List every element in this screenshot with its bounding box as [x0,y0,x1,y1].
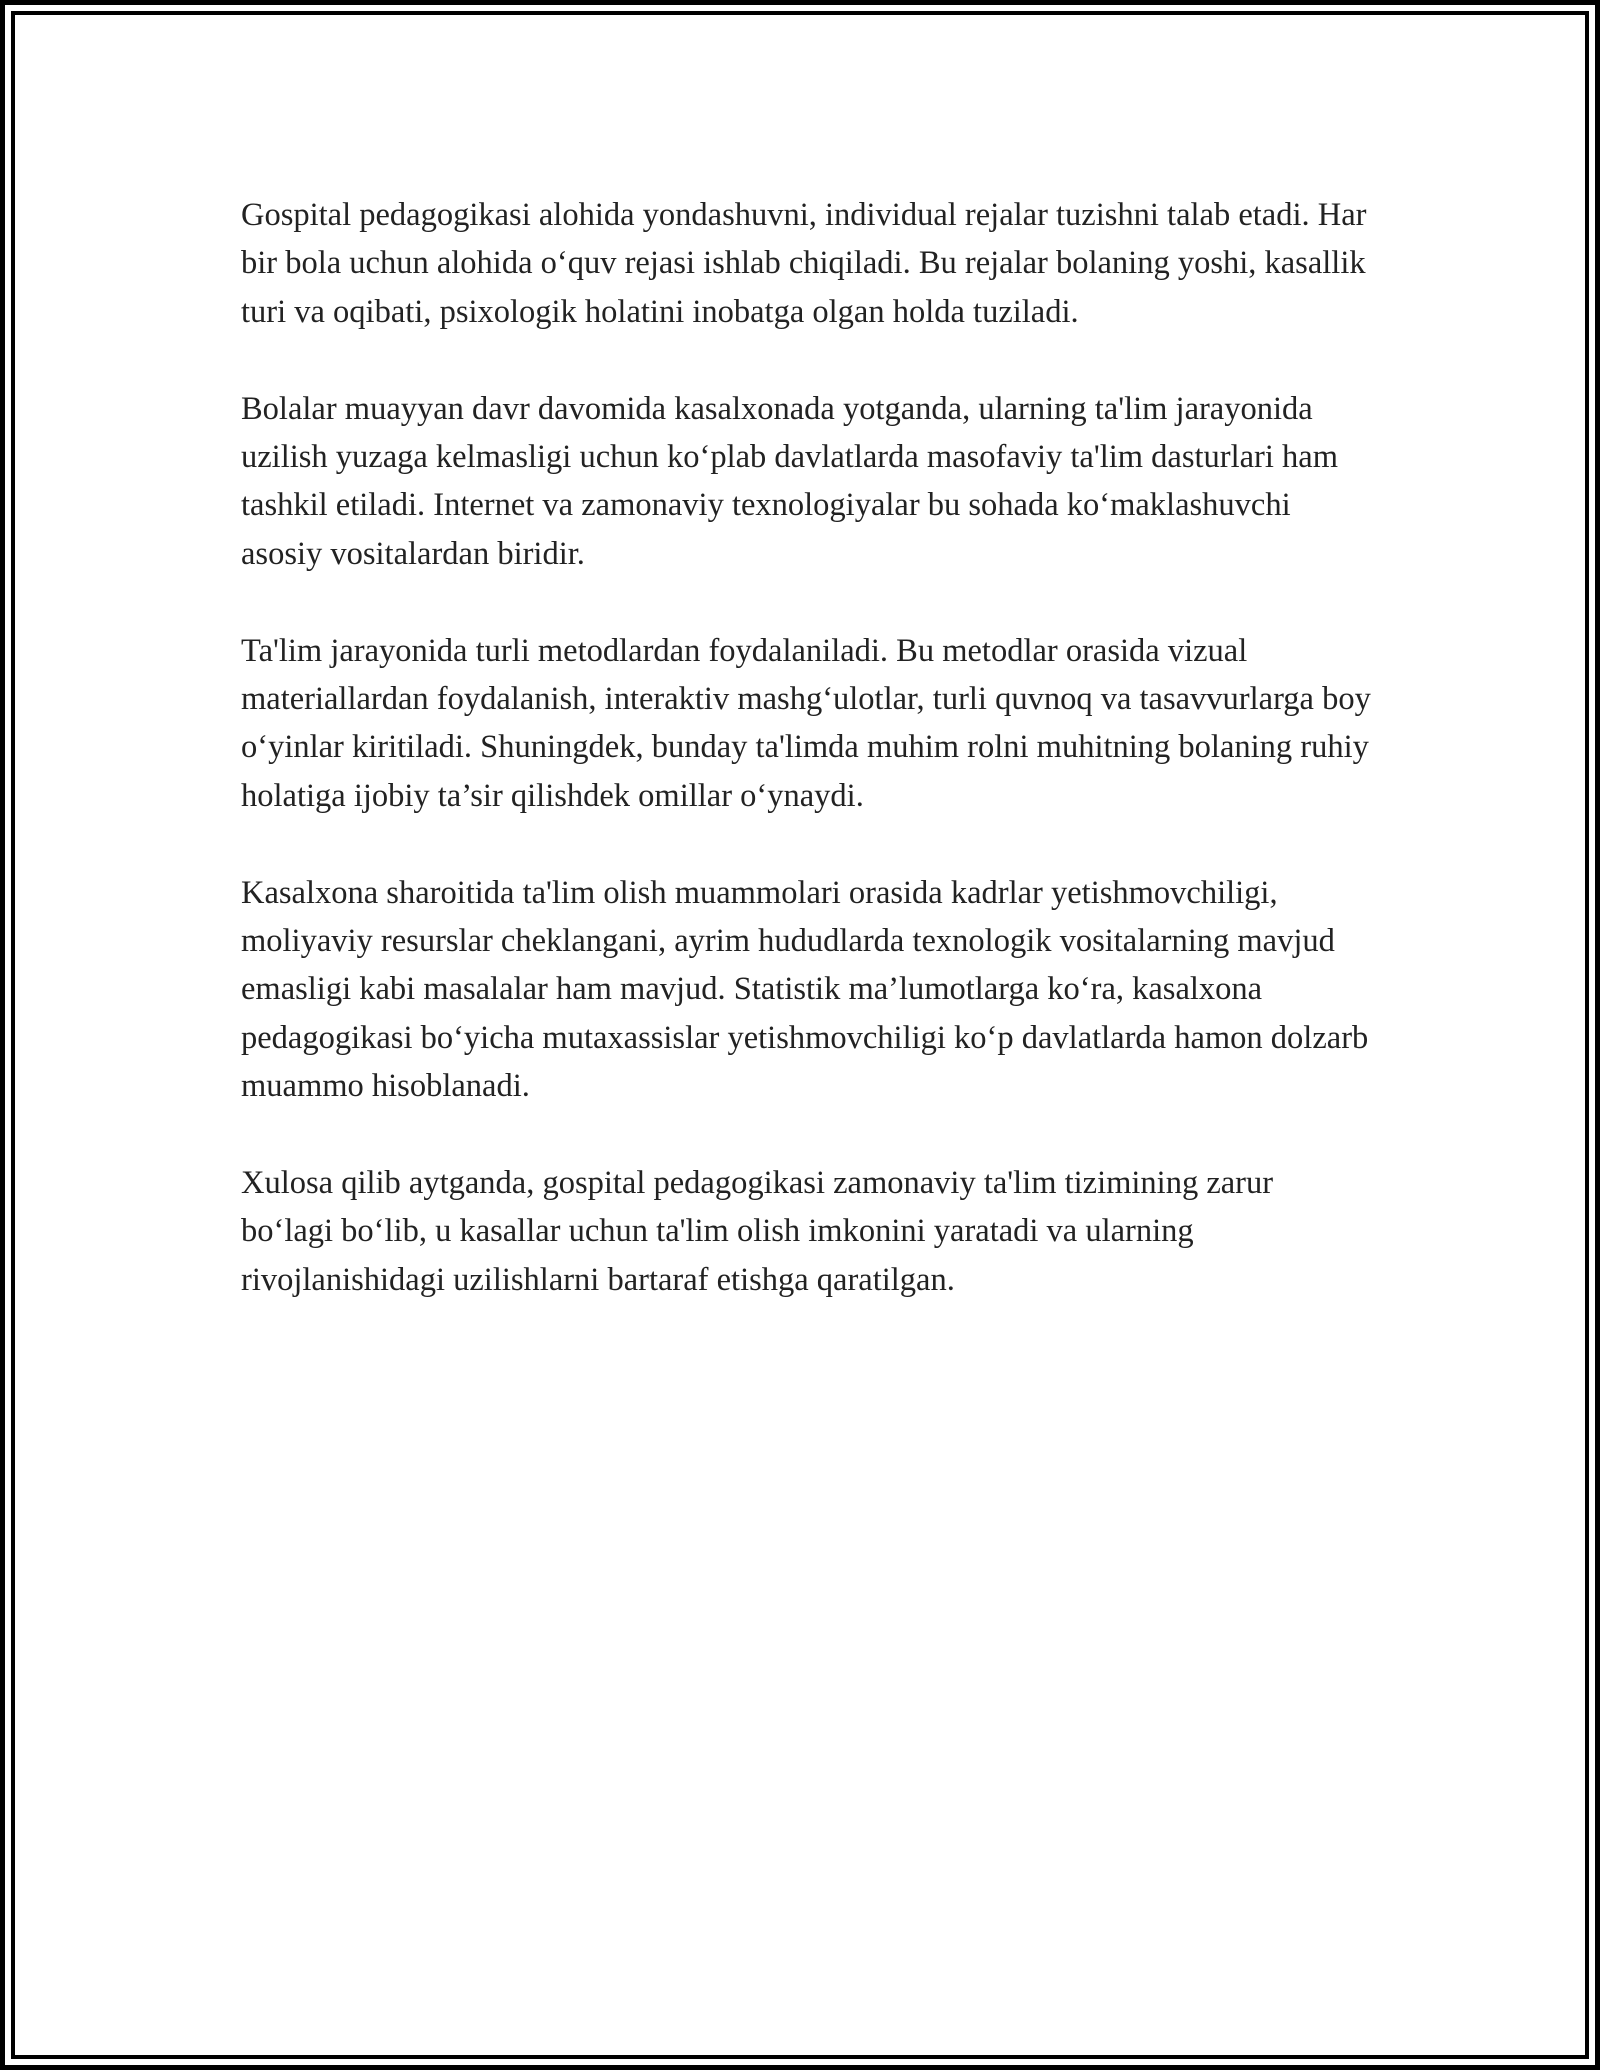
paragraph-distance-learning: Bolalar muayyan davr davomida kasalxonada yotganda, ularning ta'lim jarayonida uzilish yuzaga kelmasligi uchun ko‘plab davlatlarda masofaviy ta'lim dasturlari ham tashkil etiladi. Internet va zamonaviy texnologiyalar bu sohada ko‘maklashuvchi asosiy vositalardan biridir. [241,390,1338,572]
paragraph-problems: Kasalxona sharoitida ta'lim olish muammolari orasida kadrlar yetishmovchiligi, moliyaviy resurslar cheklangani, ayrim hududlarda texnologik vositalarning mavjud emasligi kabi masalalar ham mavjud. Statistik ma’lumotlarga ko‘ra, kasalxona pedagogikasi bo‘yicha mutaxassislar yetishmovchiligi ko‘p davlatlarda hamon dolzarb muammo hisoblanadi. [241,874,1369,1105]
paragraph-teaching-methods: Ta'lim jarayonida turli metodlardan foydalaniladi. Bu metodlar orasida vizual materiallardan foydalanish, interaktiv mashg‘ulotlar, turli quvnoq va tasavvurlarga boy o‘yinlar kiritiladi. Shuningdek, bunday ta'limda muhim rolni muhitning bolaning ruhiy holatiga ijobiy ta’sir qilishdek omillar o‘ynaydi. [241,632,1371,814]
paragraph-conclusion: Xulosa qilib aytganda, gospital pedagogikasi zamonaviy ta'lim tizimining zarur bo‘lagi bo‘lib, u kasallar uchun ta'lim olish imkonini yaratadi va ularning rivojlanishidagi uzilishlarni bartaraf etishga qaratilgan. [241,1165,1274,1298]
document-body [241,191,1371,1353]
paragraph-individual-plans: Gospital pedagogikasi alohida yondashuvni, individual rejalar tuzishni talab etadi. Har bir bola uchun alohida o‘quv rejasi ishlab chiqiladi. Bu rejalar bolaning yoshi, kasallik turi va oqibati, psixologik holatini inobatga olgan holda tuziladi. [241,197,1367,330]
